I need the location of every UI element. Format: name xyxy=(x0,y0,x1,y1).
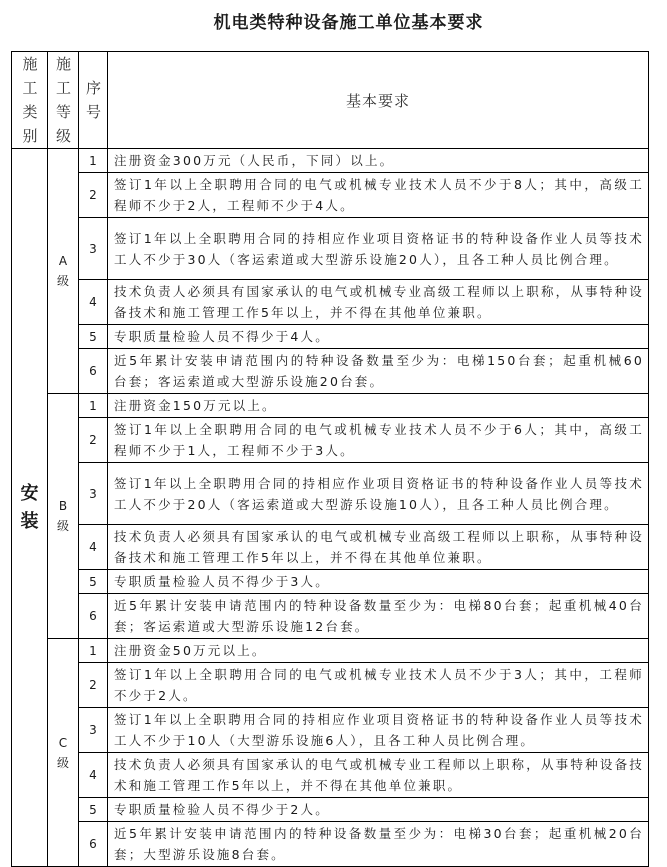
requirement-cell: 技术负责人必须具有国家承认的电气或机械专业高级工程师以上职称，从事特种设备技术和施工管理工作5年以上，并不得在其他单位兼职。 xyxy=(108,525,649,570)
header-category-label: 施工类别 xyxy=(22,55,38,145)
header-grade-label: 施工等级 xyxy=(56,55,72,145)
requirement-cell: 技术负责人必须具有国家承认的电气或机械专业工程师以上职称，从事特种设备技术和施工管理工作5年以上，并不得在其他单位兼职。 xyxy=(108,753,649,798)
seq-cell: 3 xyxy=(79,708,108,753)
requirement-cell: 签订1年以上全职聘用合同的持相应作业项目资格证书的特种设备作业人员等技术工人不少于20人（客运索道或大型游乐设施10人），且各工种人员比例合理。 xyxy=(108,463,649,525)
header-seq-label: 序号 xyxy=(86,79,102,121)
requirement-cell: 技术负责人必须具有国家承认的电气或机械专业高级工程师以上职称，从事特种设备技术和施工管理工作5年以上，并不得在其他单位兼职。 xyxy=(108,280,649,325)
seq-cell: 3 xyxy=(79,463,108,525)
seq-cell: 6 xyxy=(79,822,108,867)
header-grade xyxy=(48,52,79,149)
requirement-cell: 签订1年以上全职聘用合同的电气或机械专业技术人员不少于3人；其中，工程师不少于2人。 xyxy=(108,663,649,708)
table-row xyxy=(12,708,649,753)
seq-cell: 6 xyxy=(79,594,108,639)
seq-cell: 2 xyxy=(79,418,108,463)
table-row xyxy=(12,753,649,798)
requirement-cell: 近5年累计安装申请范围内的特种设备数量至少为：电梯30台套；起重机械20台套；大型游乐设施8台套。 xyxy=(108,822,649,867)
seq-cell: 1 xyxy=(79,639,108,663)
seq-cell: 3 xyxy=(79,218,108,280)
table-row xyxy=(12,218,649,280)
seq-cell: 2 xyxy=(79,173,108,218)
seq-cell: 5 xyxy=(79,570,108,594)
seq-cell: 4 xyxy=(79,280,108,325)
requirement-cell: 近5年累计安装申请范围内的特种设备数量至少为：电梯150台套；起重机械60台套；客运索道或大型游乐设施20台套。 xyxy=(108,349,649,394)
header-requirement: 基本要求 xyxy=(108,52,649,149)
table-row xyxy=(12,280,649,325)
seq-cell: 4 xyxy=(79,525,108,570)
table-row xyxy=(12,525,649,570)
table-row xyxy=(12,325,649,349)
table-row xyxy=(12,149,649,173)
grade-label: C级 xyxy=(56,735,69,770)
seq-cell: 1 xyxy=(79,149,108,173)
grade-cell xyxy=(48,149,79,394)
table-row xyxy=(12,798,649,822)
table-header-row xyxy=(12,52,649,149)
requirement-cell: 专职质量检验人员不得少于4人。 xyxy=(108,325,649,349)
table-row xyxy=(12,463,649,525)
category-cell xyxy=(12,149,48,867)
page-title: 机电类特种设备施工单位基本要求 xyxy=(213,13,484,33)
requirement-cell: 注册资金300万元（人民币，下同）以上。 xyxy=(108,149,649,173)
requirement-cell: 签订1年以上全职聘用合同的持相应作业项目资格证书的特种设备作业人员等技术工人不少于30人（客运索道或大型游乐设施20人），且各工种人员比例合理。 xyxy=(108,218,649,280)
table-row xyxy=(12,570,649,594)
table-row xyxy=(12,173,649,218)
category-label: 安装 xyxy=(20,482,39,532)
seq-cell: 1 xyxy=(79,394,108,418)
header-seq xyxy=(79,52,108,149)
table-row xyxy=(12,663,649,708)
table-row xyxy=(12,639,649,663)
table-row xyxy=(12,418,649,463)
seq-cell: 6 xyxy=(79,349,108,394)
grade-cell xyxy=(48,639,79,867)
table-row xyxy=(12,594,649,639)
requirement-cell: 签订1年以上全职聘用合同的持相应作业项目资格证书的特种设备作业人员等技术工人不少于10人（大型游乐设施6人），且各工种人员比例合理。 xyxy=(108,708,649,753)
requirement-cell: 签订1年以上全职聘用合同的电气或机械专业技术人员不少于8人；其中，高级工程师不少于2人，工程师不少于4人。 xyxy=(108,173,649,218)
requirement-cell: 专职质量检验人员不得少于2人。 xyxy=(108,798,649,822)
seq-cell: 5 xyxy=(79,325,108,349)
table-row xyxy=(12,394,649,418)
requirement-cell: 签订1年以上全职聘用合同的电气或机械专业技术人员不少于6人；其中，高级工程师不少于1人，工程师不少于3人。 xyxy=(108,418,649,463)
requirement-cell: 近5年累计安装申请范围内的特种设备数量至少为：电梯80台套；起重机械40台套；客运索道或大型游乐设施12台套。 xyxy=(108,594,649,639)
requirement-cell: 注册资金50万元以上。 xyxy=(108,639,649,663)
requirement-cell: 注册资金150万元以上。 xyxy=(108,394,649,418)
header-category xyxy=(12,52,48,149)
requirement-cell: 专职质量检验人员不得少于3人。 xyxy=(108,570,649,594)
table-row xyxy=(12,822,649,867)
seq-cell: 4 xyxy=(79,753,108,798)
seq-cell: 5 xyxy=(79,798,108,822)
seq-cell: 2 xyxy=(79,663,108,708)
grade-label: B级 xyxy=(56,499,69,533)
grade-cell xyxy=(48,394,79,639)
table-row xyxy=(12,349,649,394)
grade-label: A级 xyxy=(56,254,69,288)
requirements-table xyxy=(11,51,649,867)
